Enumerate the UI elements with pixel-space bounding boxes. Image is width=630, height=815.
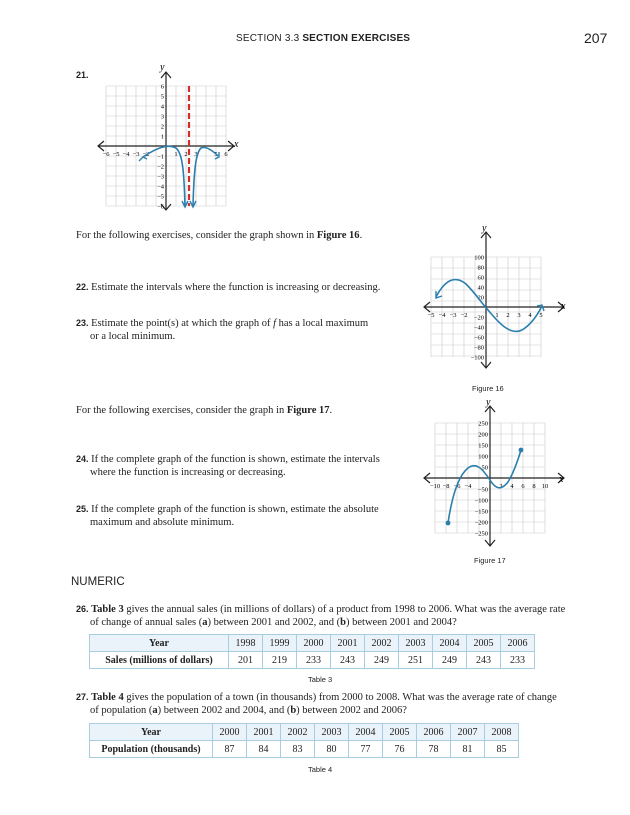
- table-cell: 2002: [281, 724, 315, 741]
- x-tick-label: 1: [174, 151, 178, 158]
- numeric-heading: NUMERIC: [71, 576, 125, 588]
- y-tick-label: 20: [477, 294, 484, 302]
- table-cell: 87: [213, 741, 247, 758]
- y-tick-label: 60: [477, 274, 484, 282]
- y-tick-label: 2: [160, 123, 164, 131]
- table-cell: 249: [433, 652, 467, 669]
- x-tick-label: −2: [460, 312, 468, 319]
- x-tick-label: −3: [449, 312, 457, 319]
- exercise-21-number: 21.: [76, 70, 89, 80]
- table-header-cell: Sales (millions of dollars): [90, 652, 229, 669]
- table-header-cell: Population (thousands): [90, 741, 213, 758]
- table-3: [89, 634, 535, 669]
- y-tick-label: 150: [478, 442, 488, 450]
- exercise-22: 22. Estimate the intervals where the function is increasing or decreasing.: [76, 282, 381, 293]
- intro-figure-17: For the following exercises, consider the graph in Figure 17.: [76, 405, 333, 416]
- x-axis-label: x: [234, 139, 239, 150]
- x-tick-label: 4: [528, 312, 532, 319]
- y-tick-label: −6: [157, 203, 164, 211]
- y-tick-label: −200: [474, 519, 488, 527]
- y-tick-label: 200: [478, 431, 488, 439]
- y-tick-label: −50: [477, 486, 488, 494]
- table-cell: 219: [263, 652, 297, 669]
- table-row: [90, 635, 535, 652]
- table-cell: 2006: [501, 635, 535, 652]
- y-tick-label: 80: [477, 264, 484, 272]
- table-cell: 80: [315, 741, 349, 758]
- x-tick-label: 8: [532, 483, 536, 490]
- table-row: [90, 741, 519, 758]
- table-cell: 2005: [383, 724, 417, 741]
- table-cell: 76: [383, 741, 417, 758]
- table-4-ref: Table 4: [91, 692, 124, 703]
- table-cell: 243: [331, 652, 365, 669]
- table-cell: 77: [349, 741, 383, 758]
- y-tick-label: 250: [478, 420, 488, 428]
- table-cell: 85: [485, 741, 519, 758]
- x-axis-label: x: [561, 301, 566, 312]
- exercise-25-line2: maximum and absolute minimum.: [90, 517, 235, 528]
- y-tick-label: −40: [473, 324, 484, 332]
- x-tick-label: −5: [112, 151, 120, 158]
- y-tick-label: 3: [160, 113, 164, 121]
- table-cell: 2007: [451, 724, 485, 741]
- exercise-23: 23. Estimate the point(s) at which the graph of f has a local maximum: [76, 318, 369, 329]
- table-cell: 201: [229, 652, 263, 669]
- y-tick-label: 100: [474, 254, 484, 262]
- figure-16-ref: Figure 16: [316, 230, 360, 241]
- x-tick-label: −4: [464, 483, 472, 490]
- table-3-ref: Table 3: [91, 604, 124, 615]
- y-tick-label: 40: [477, 284, 484, 292]
- table-cell: 2003: [399, 635, 433, 652]
- y-tick-label: −3: [157, 173, 164, 181]
- table-cell: 2003: [315, 724, 349, 741]
- x-tick-label: −3: [132, 151, 140, 158]
- x-tick-label: 2: [499, 483, 503, 490]
- function-curve: [436, 280, 542, 332]
- section-label: SECTION 3.3: [236, 33, 300, 44]
- y-tick-label: −1: [157, 153, 164, 161]
- endpoint-left: [446, 521, 451, 526]
- graph-exercise-21: [88, 60, 248, 212]
- table-4-caption: Table 4: [308, 765, 333, 774]
- figure-17-graph: [418, 396, 574, 548]
- table-header-cell: Year: [90, 724, 213, 741]
- table-cell: 2001: [247, 724, 281, 741]
- y-tick-label: −150: [474, 508, 488, 516]
- table-cell: 233: [297, 652, 331, 669]
- figure-17-ref: Figure 17: [286, 405, 330, 416]
- table-cell: 83: [281, 741, 315, 758]
- intro-figure-16: For the following exercises, consider the graph shown in Figure 16.: [76, 230, 363, 241]
- figure-16-caption: Figure 16: [472, 384, 504, 393]
- y-axis-label: y: [486, 397, 491, 408]
- x-tick-label: 2: [184, 151, 188, 158]
- figure-16-graph: [418, 222, 574, 370]
- y-tick-label: −80: [473, 344, 484, 352]
- section-title: SECTION EXERCISES: [302, 33, 411, 44]
- x-tick-label: 5: [539, 312, 543, 319]
- x-tick-label: −4: [122, 151, 130, 158]
- y-tick-label: 4: [160, 103, 164, 111]
- x-tick-label: 4: [510, 483, 514, 490]
- y-tick-label: −100: [470, 354, 484, 362]
- table-cell: 2005: [467, 635, 501, 652]
- x-tick-label: −10: [429, 483, 441, 490]
- endpoint-right: [519, 448, 524, 453]
- y-tick-label: −2: [157, 163, 164, 171]
- table-3-caption: Table 3: [308, 675, 333, 684]
- table-cell: 2000: [213, 724, 247, 741]
- page-number: 207: [584, 30, 608, 46]
- table-cell: 84: [247, 741, 281, 758]
- y-axis-label: y: [160, 62, 165, 73]
- table-cell: 2002: [365, 635, 399, 652]
- y-tick-label: 1: [160, 133, 164, 141]
- x-tick-label: −8: [442, 483, 450, 490]
- exercise-26-line2: of change of annual sales (a) between 2001 and 2002, and (b) between 2001 and 2004?: [90, 617, 457, 628]
- running-header: [236, 33, 410, 44]
- table-cell: 1998: [229, 635, 263, 652]
- x-tick-label: −6: [102, 151, 110, 158]
- table-cell: 251: [399, 652, 433, 669]
- table-cell: 2000: [297, 635, 331, 652]
- y-tick-label: −5: [157, 193, 164, 201]
- x-tick-label: 6: [224, 151, 228, 158]
- exercise-25: 25. If the complete graph of the function is shown, estimate the absolute: [76, 504, 379, 515]
- exercise-24: 24. If the complete graph of the function is shown, estimate the intervals: [76, 454, 380, 465]
- table-cell: 233: [501, 652, 535, 669]
- table-cell: 2008: [485, 724, 519, 741]
- y-tick-label: −60: [473, 334, 484, 342]
- x-tick-label: −5: [427, 312, 435, 319]
- x-tick-label: 10: [541, 483, 549, 490]
- y-tick-label: 6: [160, 83, 164, 91]
- table-cell: 2001: [331, 635, 365, 652]
- x-tick-label: 2: [506, 312, 510, 319]
- table-cell: 78: [417, 741, 451, 758]
- y-axis-label: y: [482, 223, 487, 234]
- y-tick-label: 100: [478, 453, 488, 461]
- table-cell: 2006: [417, 724, 451, 741]
- y-tick-label: −20: [473, 314, 484, 322]
- x-tick-label: −4: [438, 312, 446, 319]
- table-cell: 249: [365, 652, 399, 669]
- x-tick-label: 1: [495, 312, 499, 319]
- exercise-23-line2: or a local minimum.: [90, 331, 176, 342]
- x-tick-label: −6: [453, 483, 461, 490]
- exercise-24-line2: where the function is increasing or decreasing.: [90, 467, 286, 478]
- table-cell: 81: [451, 741, 485, 758]
- table-cell: 1999: [263, 635, 297, 652]
- x-tick-label: 3: [194, 151, 198, 158]
- table-cell: 2004: [349, 724, 383, 741]
- x-tick-label: −2: [142, 151, 150, 158]
- x-tick-label: 6: [521, 483, 525, 490]
- y-tick-label: −4: [157, 183, 164, 191]
- y-tick-label: 5: [160, 93, 164, 101]
- x-tick-label: 5: [214, 151, 218, 158]
- table-cell: 243: [467, 652, 501, 669]
- x-tick-label: 3: [517, 312, 521, 319]
- table-row: [90, 652, 535, 669]
- x-axis-label: x: [559, 474, 564, 485]
- table-cell: 2004: [433, 635, 467, 652]
- y-tick-label: −100: [474, 497, 488, 505]
- figure-17-caption: Figure 17: [474, 556, 506, 565]
- exercise-26: 26. Table 3 gives the annual sales (in millions of dollars) of a product from 1998 to 2006. What was the average rate: [76, 604, 566, 615]
- y-tick-label: 50: [481, 464, 488, 472]
- table-4: [89, 723, 519, 758]
- exercise-27: 27. Table 4 gives the population of a town (in thousands) from 2000 to 2008. What was the average rate of change: [76, 692, 557, 703]
- exercise-27-line2: of population (a) between 2002 and 2004, and (b) between 2002 and 2006?: [90, 705, 407, 716]
- y-tick-label: −250: [474, 530, 488, 538]
- table-row: [90, 724, 519, 741]
- table-header-cell: Year: [90, 635, 229, 652]
